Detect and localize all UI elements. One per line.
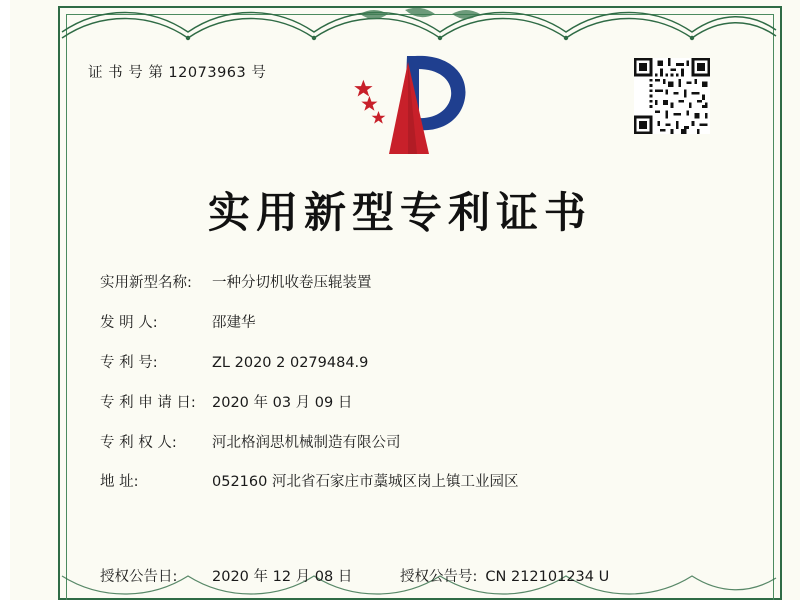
field-label-inventor: 发 明 人: xyxy=(100,314,158,331)
field-label-patentee: 专 利 权 人: xyxy=(100,434,177,451)
footer-grant-number xyxy=(400,565,609,586)
field-label-address: 地 址: xyxy=(100,474,139,491)
page-left-margin xyxy=(0,0,10,600)
footer-grant-date-value: 2020 年 12 月 08 日 xyxy=(212,569,353,585)
patent-office-emblem-icon xyxy=(345,48,475,163)
field-label-patent-number: 专 利 号: xyxy=(100,354,158,371)
footer-grant-date xyxy=(100,565,400,586)
field-row-patent-number xyxy=(100,355,740,372)
field-value-address: 052160 河北省石家庄市藁城区岗上镇工业园区 xyxy=(212,474,519,491)
field-row-application-date xyxy=(100,395,740,412)
footer-grant-number-value: CN 212101234 U xyxy=(485,569,610,585)
certificate-footer xyxy=(100,565,760,586)
field-value-patentee: 河北格润思机械制造有限公司 xyxy=(212,434,401,451)
field-row-utility-model-name xyxy=(100,275,740,292)
page-title: 实用新型专利证书 xyxy=(207,188,592,237)
field-value-inventor: 邵建华 xyxy=(212,314,256,331)
qr-code-icon xyxy=(634,58,710,134)
field-row-address xyxy=(100,474,740,491)
ornament-top-decoration xyxy=(60,8,780,42)
field-value-patent-number: ZL 2020 2 0279484.9 xyxy=(212,354,369,371)
field-row-inventor xyxy=(100,315,740,332)
field-value-utility-model-name: 一种分切机收卷压辊装置 xyxy=(212,275,372,291)
field-value-application-date: 2020 年 03 月 09 日 xyxy=(212,394,353,411)
certificate-number: 证 书 号 第 12073963 号 xyxy=(88,65,267,81)
field-label-utility-model-name: 实用新型名称: xyxy=(100,275,192,291)
footer-grant-number-label: 授权公告号: xyxy=(400,569,478,585)
certificate-fields xyxy=(100,275,740,514)
footer-grant-date-label: 授权公告日: xyxy=(100,569,178,585)
field-row-patentee xyxy=(100,435,740,452)
field-label-application-date: 专 利 申 请 日: xyxy=(100,394,196,411)
